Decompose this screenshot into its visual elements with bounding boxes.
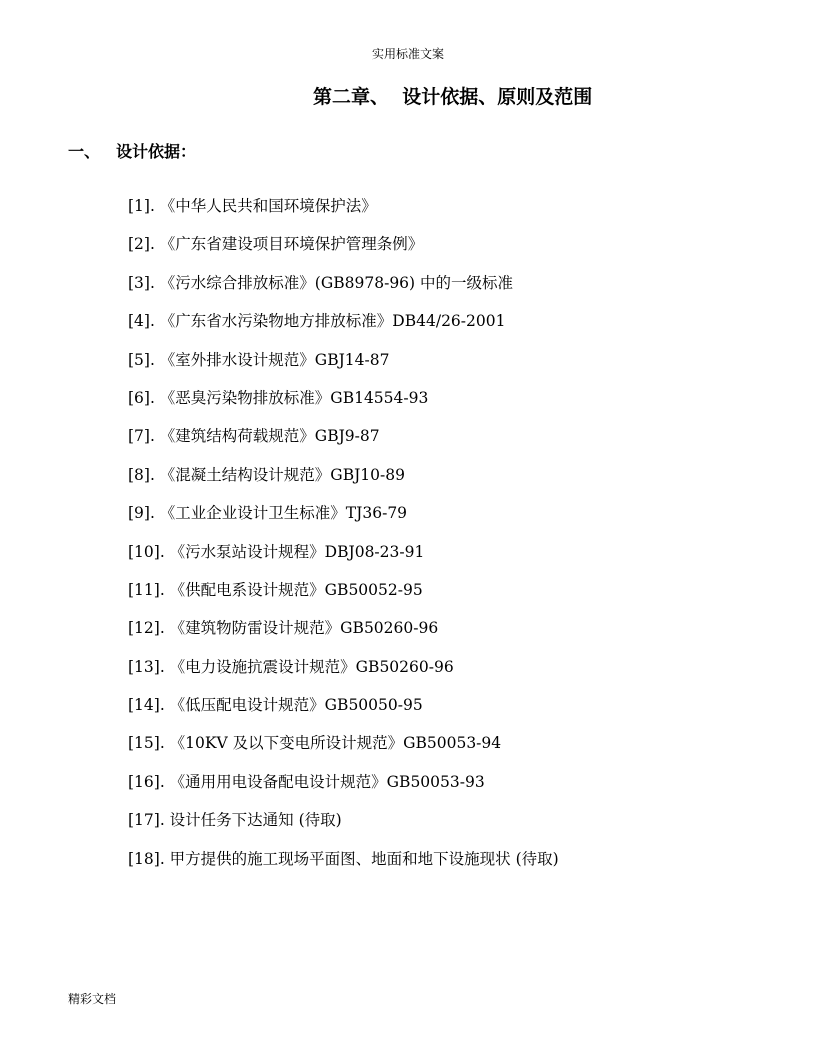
section-title: 设计依据： — [116, 142, 197, 161]
reference-item: [14]. 《低压配电设计规范》GB50050-95 — [128, 696, 423, 715]
reference-item: [6]. 《恶臭污染物排放标准》GB14554-93 — [128, 388, 429, 407]
reference-item: [7]. 《建筑结构荷载规范》GBJ9-87 — [128, 427, 380, 446]
reference-item: [15]. 《10KV 及以下变电所设计规范》GB50053-94 — [128, 734, 502, 753]
reference-item: [13]. 《电力设施抗震设计规范》GB50260-96 — [128, 657, 454, 676]
reference-item: [2]. 《广东省建设项目环境保护管理条例》 — [128, 235, 424, 254]
reference-list — [128, 194, 559, 885]
reference-item: [8]. 《混凝土结构设计规范》GBJ10-89 — [128, 465, 405, 484]
chapter-title: 第二章、 设计依据、原则及范围 — [313, 86, 593, 108]
reference-item: [10]. 《污水泵站设计规程》DBJ08-23-91 — [128, 542, 425, 561]
reference-item: [18]. 甲方提供的施工现场平面图、地面和地下设施现状 (待取) — [128, 849, 559, 868]
reference-item: [4]. 《广东省水污染物地方排放标准》DB44/26-2001 — [128, 312, 506, 331]
section-number: 一、 — [68, 142, 101, 161]
reference-item: [9]. 《工业企业设计卫生标准》TJ36-79 — [128, 504, 408, 523]
reference-item: [12]. 《建筑物防雷设计规范》GB50260-96 — [128, 619, 439, 638]
reference-item: [16]. 《通用用电设备配电设计规范》GB50053-93 — [128, 772, 485, 791]
reference-item: [11]. 《供配电系设计规范》GB50052-95 — [128, 580, 423, 599]
section-heading — [68, 141, 196, 163]
page-footer: 精彩文档 — [68, 992, 117, 1006]
page-header: 实用标准文案 — [371, 47, 444, 61]
reference-item: [17]. 设计任务下达通知 (待取) — [128, 811, 342, 830]
reference-item: [5]. 《室外排水设计规范》GBJ14-87 — [128, 350, 390, 369]
reference-item: [3]. 《污水综合排放标准》(GB8978-96) 中的一级标准 — [128, 273, 514, 292]
reference-item: [1]. 《中华人民共和国环境保护法》 — [128, 197, 377, 215]
